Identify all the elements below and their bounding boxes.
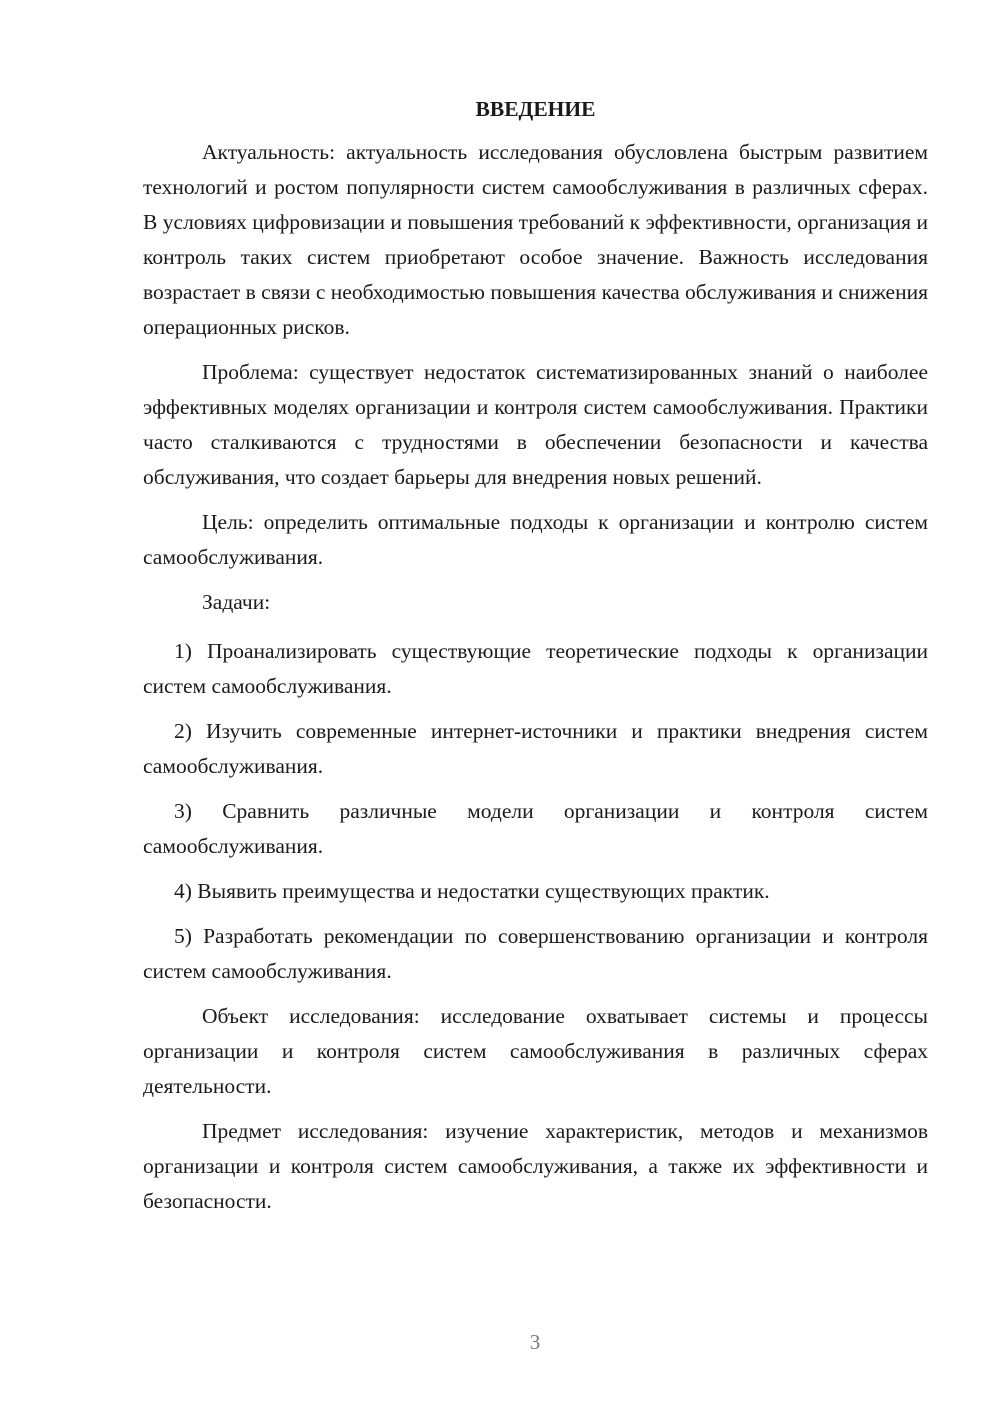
task-item: 2) Изучить современные интернет-источники и практики внедрения систем самообслуживания. <box>143 719 928 778</box>
task-item: 1) Проанализировать существующие теоретические подходы к организации систем самообслуживания. <box>143 639 928 698</box>
task-item: 5) Разработать рекомендации по совершенствованию организации и контроля систем самообслуживания. <box>143 924 928 983</box>
document-page <box>143 92 928 1229</box>
page-number: 3 <box>529 1330 541 1354</box>
tasks-heading: Задачи: <box>202 590 271 614</box>
object-paragraph: Объект исследования: исследование охватывает системы и процессы организации и контроля систем самообслуживания в различных сферах деятельности. <box>143 1004 928 1098</box>
relevance-paragraph: Актуальность: актуальность исследования обусловлена быстрым развитием технологий и ростом популярности систем самообслуживания в различных сферах. В условиях цифровизации и повышения требований к эффективности, организация и контроль таких систем приобретают особое значение. Важность исследования возрастает в связи с необходимостью повышения качества обслуживания и снижения операционных рисков. <box>143 140 928 339</box>
page-title: ВВЕДЕНИЕ <box>475 97 596 121</box>
task-item: 3) Сравнить различные модели организации и контроля систем самообслуживания. <box>143 799 928 858</box>
problem-paragraph: Проблема: существует недостаток систематизированных знаний о наиболее эффективных моделях организации и контроля систем самообслуживания. Практики часто сталкиваются с трудностями в обеспечении безопасности и качества обслуживания, что создает барьеры для внедрения новых решений. <box>143 360 928 489</box>
task-item: 4) Выявить преимущества и недостатки существующих практик. <box>174 879 770 903</box>
subject-paragraph: Предмет исследования: изучение характеристик, методов и механизмов организации и контроля систем самообслуживания, а также их эффективности и безопасности. <box>143 1119 928 1213</box>
goal-paragraph: Цель: определить оптимальные подходы к организации и контролю систем самообслуживания. <box>143 510 928 569</box>
